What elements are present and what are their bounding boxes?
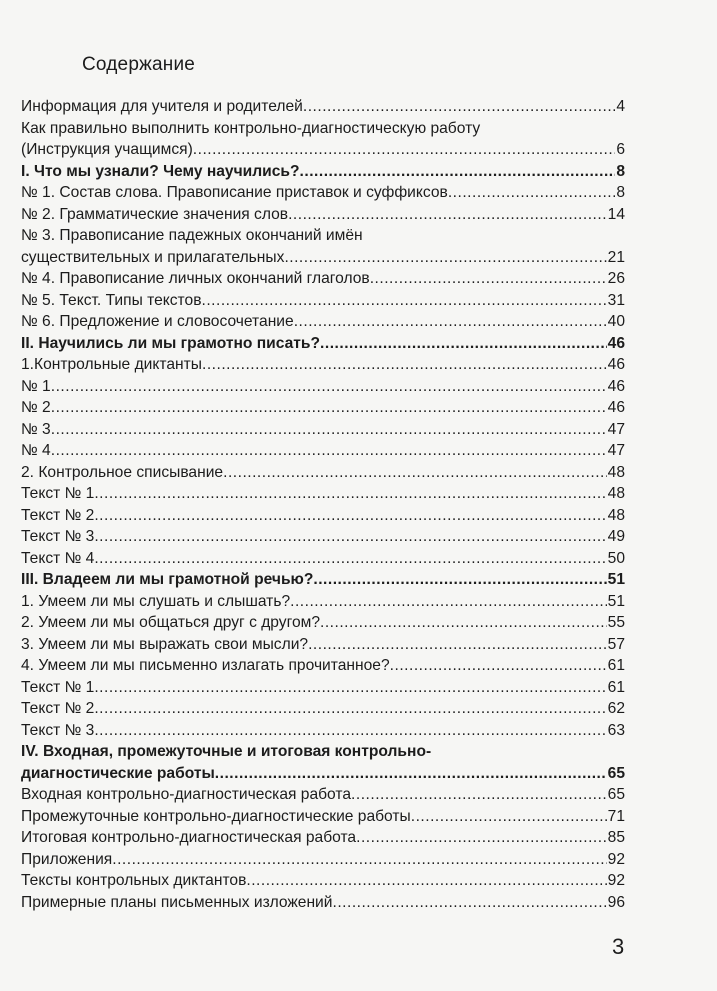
dot-leader xyxy=(94,483,606,505)
page-title: Содержание xyxy=(82,54,196,75)
toc-entry-page: 57 xyxy=(607,635,625,653)
toc-entry xyxy=(21,462,625,484)
toc-entry-title: Текст № 4 xyxy=(21,549,95,567)
dot-leader xyxy=(308,634,607,656)
toc-entry-page: 63 xyxy=(607,721,625,739)
toc-entry xyxy=(21,677,625,699)
dot-leader xyxy=(112,849,606,871)
toc-entry xyxy=(21,333,625,355)
toc-entry xyxy=(21,376,625,398)
toc-entry-title: 4. Умеем ли мы письменно излагать прочитанное? xyxy=(21,657,390,674)
toc-entry-title: № 3. Правописание падежных окончаний имён xyxy=(21,227,363,244)
toc-entry xyxy=(21,268,625,290)
toc-entry-page: 55 xyxy=(607,614,625,631)
toc-entry xyxy=(21,225,625,247)
toc-entry-page: 40 xyxy=(607,313,625,330)
toc-entry xyxy=(21,505,625,527)
toc-entry xyxy=(21,419,625,441)
toc-entry xyxy=(21,870,625,892)
toc-entry-title: № 5. Текст. Типы текстов xyxy=(21,291,202,309)
toc-entry xyxy=(21,849,625,871)
toc-entry-title: IV. Входная, промежуточные и итоговая контрольно- xyxy=(21,743,432,760)
toc-entry-page: 48 xyxy=(607,485,625,502)
dot-leader xyxy=(294,311,607,333)
dot-leader xyxy=(94,720,606,742)
toc-entry-page: 4 xyxy=(616,98,625,115)
toc-entry-page: 46 xyxy=(607,334,625,352)
toc-entry xyxy=(21,548,625,570)
toc-entry-page: 65 xyxy=(607,764,625,782)
toc-entry xyxy=(21,139,625,161)
dot-leader xyxy=(288,204,607,226)
dot-leader xyxy=(356,827,607,849)
dot-leader xyxy=(51,397,607,419)
dot-leader xyxy=(303,96,615,118)
toc-entry-page: 92 xyxy=(607,850,625,868)
toc-entry-title: Входная контрольно-диагностическая работа xyxy=(21,786,352,803)
toc-entry xyxy=(21,634,625,656)
dot-leader xyxy=(320,612,607,634)
toc-entry-title: Как правильно выполнить контрольно-диагностическую работу xyxy=(21,119,481,137)
dot-leader xyxy=(246,870,606,892)
dot-leader xyxy=(223,462,607,484)
toc-entry-title: Приложения xyxy=(21,850,113,868)
toc-entry-page: 46 xyxy=(607,356,625,373)
dot-leader xyxy=(370,268,607,290)
toc-entry-title: диагностические работы xyxy=(21,764,215,782)
toc-entry xyxy=(21,440,625,462)
dot-leader xyxy=(94,698,606,720)
toc-entry-page: 62 xyxy=(607,700,625,717)
toc-entry xyxy=(21,182,625,204)
toc-entry-title: Примерные планы письменных изложений xyxy=(21,893,333,911)
toc-entry xyxy=(21,698,625,720)
dot-leader xyxy=(94,505,606,527)
toc-entry-page: 21 xyxy=(607,248,625,266)
dot-leader xyxy=(94,548,606,570)
toc-entry-title: 1. Умеем ли мы слушать и слышать? xyxy=(21,592,291,610)
toc-entry-title: I. Что мы узнали? Чему научились? xyxy=(21,162,300,180)
toc-entry-page: 46 xyxy=(607,399,625,416)
toc-entry-title: II. Научились ли мы грамотно писать? xyxy=(21,334,321,352)
toc-entry xyxy=(21,118,625,140)
dot-leader xyxy=(202,354,607,376)
table-of-contents xyxy=(21,96,625,913)
toc-entry-title: Текст № 1 xyxy=(21,485,95,502)
toc-entry xyxy=(21,741,625,763)
dot-leader xyxy=(448,182,615,204)
toc-entry xyxy=(21,247,625,269)
toc-entry-page: 61 xyxy=(607,678,625,696)
toc-entry-page: 46 xyxy=(607,377,625,395)
toc-entry-title: № 4. Правописание личных окончаний глаголов xyxy=(21,270,370,287)
toc-entry-title: Итоговая контрольно-диагностическая работа xyxy=(21,829,357,846)
dot-leader xyxy=(51,376,607,398)
toc-entry-title: III. Владеем ли мы грамотной речью? xyxy=(21,571,314,588)
toc-entry-title: № 2. Грамматические значения слов xyxy=(21,205,289,223)
toc-entry xyxy=(21,569,625,591)
toc-entry-page: 26 xyxy=(607,270,625,287)
toc-entry-title: Текст № 3 xyxy=(21,528,95,545)
toc-entry-title: (Инструкция учащимся) xyxy=(21,141,193,158)
dot-leader xyxy=(51,440,607,462)
toc-entry-page: 92 xyxy=(607,872,625,889)
toc-entry-page: 47 xyxy=(607,420,625,438)
toc-entry xyxy=(21,311,625,333)
toc-entry xyxy=(21,827,625,849)
toc-entry-page: 96 xyxy=(607,893,625,911)
toc-entry xyxy=(21,161,625,183)
dot-leader xyxy=(320,333,607,355)
toc-entry xyxy=(21,806,625,828)
toc-entry xyxy=(21,591,625,613)
toc-entry xyxy=(21,763,625,785)
toc-entry-page: 51 xyxy=(607,571,625,588)
toc-entry-page: 48 xyxy=(607,506,625,524)
toc-entry-title: Текст № 2 xyxy=(21,506,95,524)
toc-entry-page: 8 xyxy=(616,162,625,180)
toc-entry-page: 48 xyxy=(607,463,625,481)
toc-entry xyxy=(21,204,625,226)
toc-entry-title: № 1 xyxy=(21,377,51,395)
dot-leader xyxy=(94,526,606,548)
page-number: 3 xyxy=(612,934,625,959)
toc-entry-title: существительных и прилагательных xyxy=(21,248,285,266)
toc-entry xyxy=(21,96,625,118)
toc-entry-page: 14 xyxy=(607,205,625,223)
toc-entry-title: Текст № 1 xyxy=(21,678,95,696)
toc-entry xyxy=(21,397,625,419)
dot-leader xyxy=(351,784,607,806)
toc-entry-title: № 1. Состав слова. Правописание приставок и суффиксов xyxy=(21,184,448,201)
toc-entry-page: 51 xyxy=(607,592,625,610)
toc-entry-title: № 2 xyxy=(21,399,51,416)
toc-entry-title: № 3 xyxy=(21,420,51,438)
toc-entry-title: Текст № 3 xyxy=(21,721,95,739)
dot-leader xyxy=(201,290,606,312)
toc-entry xyxy=(21,290,625,312)
toc-entry xyxy=(21,720,625,742)
toc-entry-title: Информация для учителя и родителей xyxy=(21,98,303,115)
toc-entry-page: 50 xyxy=(607,549,625,567)
toc-entry-title: Текст № 2 xyxy=(21,700,95,717)
dot-leader xyxy=(300,161,616,183)
toc-entry-page: 61 xyxy=(607,657,625,674)
dot-leader xyxy=(51,419,607,441)
dot-leader xyxy=(215,763,607,785)
toc-entry-page: 8 xyxy=(616,184,625,201)
toc-entry-page: 31 xyxy=(607,291,625,309)
dot-leader xyxy=(94,677,606,699)
toc-entry-title: Тексты контрольных диктантов xyxy=(21,872,247,889)
toc-entry-page: 6 xyxy=(616,141,625,158)
dot-leader xyxy=(411,806,607,828)
toc-entry-page: 65 xyxy=(607,786,625,803)
toc-entry-page: 47 xyxy=(607,442,625,459)
toc-entry-title: № 6. Предложение и словосочетание xyxy=(21,313,294,330)
toc-entry xyxy=(21,526,625,548)
dot-leader xyxy=(313,569,606,591)
dot-leader xyxy=(332,892,606,914)
dot-leader xyxy=(284,247,606,269)
toc-entry-title: 1.Контрольные диктанты xyxy=(21,356,202,373)
dot-leader xyxy=(290,591,607,613)
toc-entry xyxy=(21,892,625,914)
toc-entry-title: Промежуточные контрольно-диагностические работы xyxy=(21,807,411,825)
dot-leader xyxy=(193,139,616,161)
toc-entry-page: 71 xyxy=(607,807,625,825)
toc-entry xyxy=(21,612,625,634)
toc-entry xyxy=(21,784,625,806)
toc-entry-page: 49 xyxy=(607,528,625,545)
toc-entry-page: 85 xyxy=(607,829,625,846)
toc-entry-title: 2. Контрольное списывание xyxy=(21,463,224,481)
dot-leader xyxy=(390,655,607,677)
toc-entry xyxy=(21,354,625,376)
toc-entry-title: 3. Умеем ли мы выражать свои мысли? xyxy=(21,635,309,653)
toc-entry-title: № 4 xyxy=(21,442,51,459)
toc-entry xyxy=(21,655,625,677)
toc-entry-title: 2. Умеем ли мы общаться друг с другом? xyxy=(21,614,321,631)
toc-entry xyxy=(21,483,625,505)
